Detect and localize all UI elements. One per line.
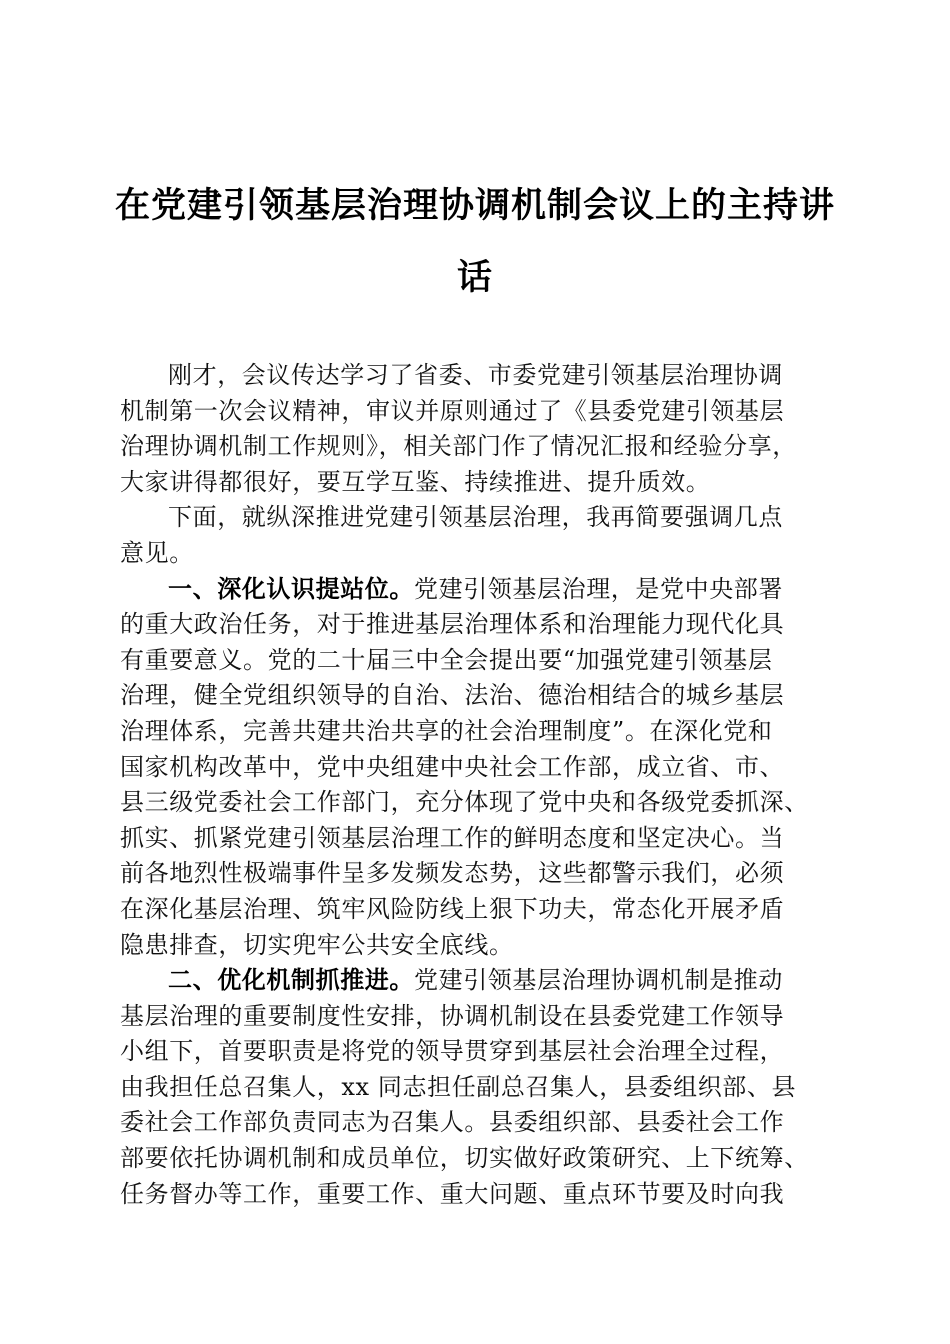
text-line: 任务督办等工作，重要工作、重大问题、重点环节要及时向我 — [120, 1179, 785, 1208]
text-line: 由我担任总召集人，xx 同志担任副总召集人，县委组织部、县 — [120, 1072, 797, 1101]
text-line: 治理协调机制工作规则》，相关部门作了情况汇报和经验分享， — [120, 432, 797, 461]
document-title — [112, 170, 838, 314]
text-line: 的重大政治任务，对于推进基层治理体系和治理能力现代化具 — [120, 610, 785, 639]
text-line — [120, 963, 826, 999]
paragraph-transition — [120, 500, 826, 571]
paragraph-opening — [120, 358, 826, 500]
text-line: 前各地烈性极端事件呈多发频发态势，这些都警示我们，必须 — [120, 859, 785, 888]
text-line — [120, 572, 826, 608]
text-line: 国家机构改革中，党中央组建中央社会工作部，成立省、市、 — [120, 752, 785, 781]
text-segment: 党建引领基层治理协调机制是推动 — [414, 966, 783, 995]
text-line: 刚才，会议传达学习了省委、市委党建引领基层治理协调 — [168, 361, 783, 389]
paragraph-section-two — [120, 963, 826, 1212]
text-line: 小组下，首要职责是将党的领导贯穿到基层社会治理全过程， — [120, 1037, 785, 1066]
text-line: 意见。 — [120, 538, 194, 567]
document-body — [120, 358, 826, 1212]
text-segment: 党建引领基层治理，是党中央部署 — [414, 574, 783, 603]
text-line: 治理体系，完善共建共治共享的社会治理制度”。在深化党和 — [120, 716, 773, 745]
text-line: 有重要意义。党的二十届三中全会提出要“加强党建引领基层 — [120, 645, 773, 674]
text-line: 县三级党委社会工作部门，充分体现了党中央和各级党委抓深、 — [120, 788, 809, 817]
text-line: 下面，就纵深推进党建引领基层治理，我再简要强调几点 — [168, 503, 783, 532]
text-line: 抓实、抓紧党建引领基层治理工作的鲜明态度和坚定决心。当 — [120, 823, 785, 852]
paragraph-section-one — [120, 572, 826, 964]
text-line: 隐患排查，切实兜牢公共安全底线。 — [120, 930, 514, 959]
section-heading: 一、深化认识提站位。 — [168, 574, 414, 603]
text-line: 委社会工作部负责同志为召集人。县委组织部、县委社会工作 — [120, 1108, 785, 1137]
text-line: 机制第一次会议精神，审议并原则通过了《县委党建引领基层 — [120, 396, 785, 425]
text-line: 大家讲得都很好，要互学互鉴、持续推进、提升质效。 — [120, 467, 711, 496]
title-line: 话 — [456, 257, 493, 298]
section-heading: 二、优化机制抓推进。 — [168, 966, 414, 995]
text-line: 治理，健全党组织领导的自治、法治、德治相结合的城乡基层 — [120, 681, 785, 710]
text-line: 基层治理的重要制度性安排，协调机制设在县委党建工作领导 — [120, 1001, 785, 1030]
text-line: 在深化基层治理、筑牢风险防线上狠下功夫，常态化开展矛盾 — [120, 894, 785, 923]
text-line: 部要依托协调机制和成员单位，切实做好政策研究、上下统筹、 — [120, 1144, 809, 1173]
title-line: 在党建引领基层治理协调机制会议上的主持讲 — [114, 185, 835, 226]
